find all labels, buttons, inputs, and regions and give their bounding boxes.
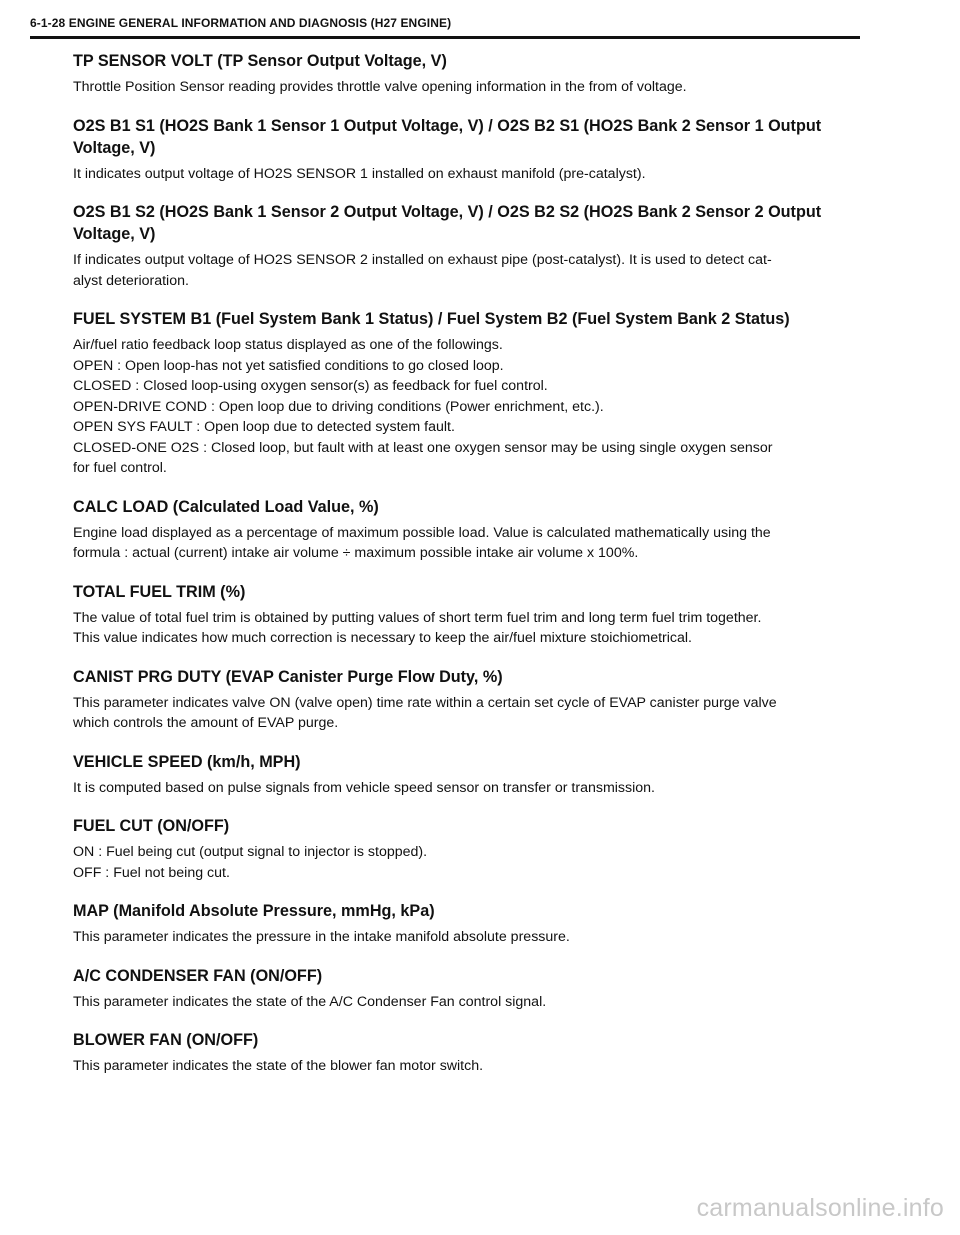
section: [73, 496, 863, 564]
section-text-line: for fuel control.: [73, 460, 167, 476]
section-title-line: FUEL SYSTEM B1 (Fuel System Bank 1 Status) / Fuel System B2 (Fuel System Bank 2 Status): [73, 310, 790, 328]
section-text-line: which controls the amount of EVAP purge.: [73, 715, 339, 731]
document-body: [73, 50, 863, 1094]
section-text-line: formula : actual (current) intake air volume ÷ maximum possible intake air volume x 100%.: [73, 545, 639, 561]
section-title-line: O2S B1 S1 (HO2S Bank 1 Sensor 1 Output Voltage, V) / O2S B2 S1 (HO2S Bank 2 Sensor 1 Output: [73, 116, 822, 135]
section-title: [73, 201, 863, 245]
section-title: [73, 50, 863, 72]
section-title-line: CALC LOAD (Calculated Load Value, %): [73, 497, 379, 516]
section-title: [73, 115, 863, 159]
section-title-line: TOTAL FUEL TRIM (%): [73, 582, 246, 601]
section-text-line: This parameter indicates the state of the A/C Condenser Fan control signal.: [73, 993, 547, 1010]
section-text-line: Air/fuel ratio feedback loop status displayed as one of the followings.: [73, 337, 503, 353]
section-title-line: TP SENSOR VOLT (TP Sensor Output Voltage, V): [73, 52, 447, 70]
watermark: carmanualsonline.info: [696, 1194, 944, 1222]
section-title: [73, 1029, 863, 1051]
section: [73, 815, 863, 883]
section-title: [73, 900, 863, 922]
section-text-line: Throttle Position Sensor reading provides throttle valve opening information in the from of voltage.: [73, 79, 687, 95]
section-title-line: A/C CONDENSER FAN (ON/OFF): [73, 966, 323, 985]
section-text-line: OPEN SYS FAULT : Open loop due to detected system fault.: [73, 419, 455, 435]
section-text-line: If indicates output voltage of HO2S SENSOR 2 installed on exhaust pipe (post-catalyst). It is used to detect cat-: [73, 252, 772, 268]
section-title: [73, 751, 863, 773]
section-text-line: This parameter indicates valve ON (valve open) time rate within a certain set cycle of EVAP canister purge valve: [73, 694, 777, 711]
section-title-line: O2S B1 S2 (HO2S Bank 1 Sensor 2 Output Voltage, V) / O2S B2 S2 (HO2S Bank 2 Sensor 2 Output: [73, 203, 822, 221]
page-header: [30, 12, 860, 39]
page-header-text: 6-1-28 ENGINE GENERAL INFORMATION AND DIAGNOSIS (H27 ENGINE): [30, 16, 452, 30]
section-title-line: FUEL CUT (ON/OFF): [73, 817, 230, 835]
section-text-line: It indicates output voltage of HO2S SENSOR 1 installed on exhaust manifold (pre-catalyst).: [73, 165, 646, 182]
section-text-line: alyst deterioration.: [73, 272, 189, 289]
section-title: [73, 815, 863, 837]
section: [73, 50, 863, 98]
section-text-line: OPEN-DRIVE COND : Open loop due to driving conditions (Power enrichment, etc.).: [73, 398, 604, 415]
section-text-line: Engine load displayed as a percentage of maximum possible load. Value is calculated mathematically using the: [73, 524, 771, 541]
section-title-line: VEHICLE SPEED (km/h, MPH): [73, 752, 301, 771]
section-title-line: BLOWER FAN (ON/OFF): [73, 1031, 259, 1049]
section-title-line: Voltage, V): [73, 225, 156, 243]
section-title-line: Voltage, V): [73, 138, 156, 157]
section-text-line: It is computed based on pulse signals from vehicle speed sensor on transfer or transmission.: [73, 779, 655, 796]
section: [73, 308, 863, 479]
section-text-line: This value indicates how much correction is necessary to keep the air/fuel mixture stoichiometrical.: [73, 630, 692, 646]
section: [73, 900, 863, 948]
section-text-line: This parameter indicates the state of the blower fan motor switch.: [73, 1058, 484, 1074]
section-title: [73, 666, 863, 688]
section-title: [73, 496, 863, 518]
section-title: [73, 581, 863, 603]
section: [73, 965, 863, 1013]
section: [73, 666, 863, 734]
section-title-line: MAP (Manifold Absolute Pressure, mmHg, kPa): [73, 902, 435, 920]
section-title-line: CANIST PRG DUTY (EVAP Canister Purge Flow Duty, %): [73, 667, 503, 686]
section-title: [73, 965, 863, 987]
section: [73, 201, 863, 291]
section-text-line: OPEN : Open loop-has not yet satisfied conditions to go closed loop.: [73, 357, 504, 374]
section-text-line: CLOSED-ONE O2S : Closed loop, but fault with at least one oxygen sensor may be using single oxygen sensor: [73, 439, 773, 456]
section-text-line: OFF : Fuel not being cut.: [73, 864, 230, 881]
section: [73, 581, 863, 649]
section-text-line: This parameter indicates the pressure in the intake manifold absolute pressure.: [73, 929, 570, 945]
section-text-line: The value of total fuel trim is obtained by putting values of short term fuel trim and long term fuel trim together.: [73, 609, 762, 626]
section-title: [73, 308, 863, 330]
section: [73, 751, 863, 799]
section: [73, 115, 863, 185]
section-text-line: CLOSED : Closed loop-using oxygen sensor(s) as feedback for fuel control.: [73, 378, 548, 394]
section-text-line: ON : Fuel being cut (output signal to injector is stopped).: [73, 844, 428, 860]
section: [73, 1029, 863, 1077]
